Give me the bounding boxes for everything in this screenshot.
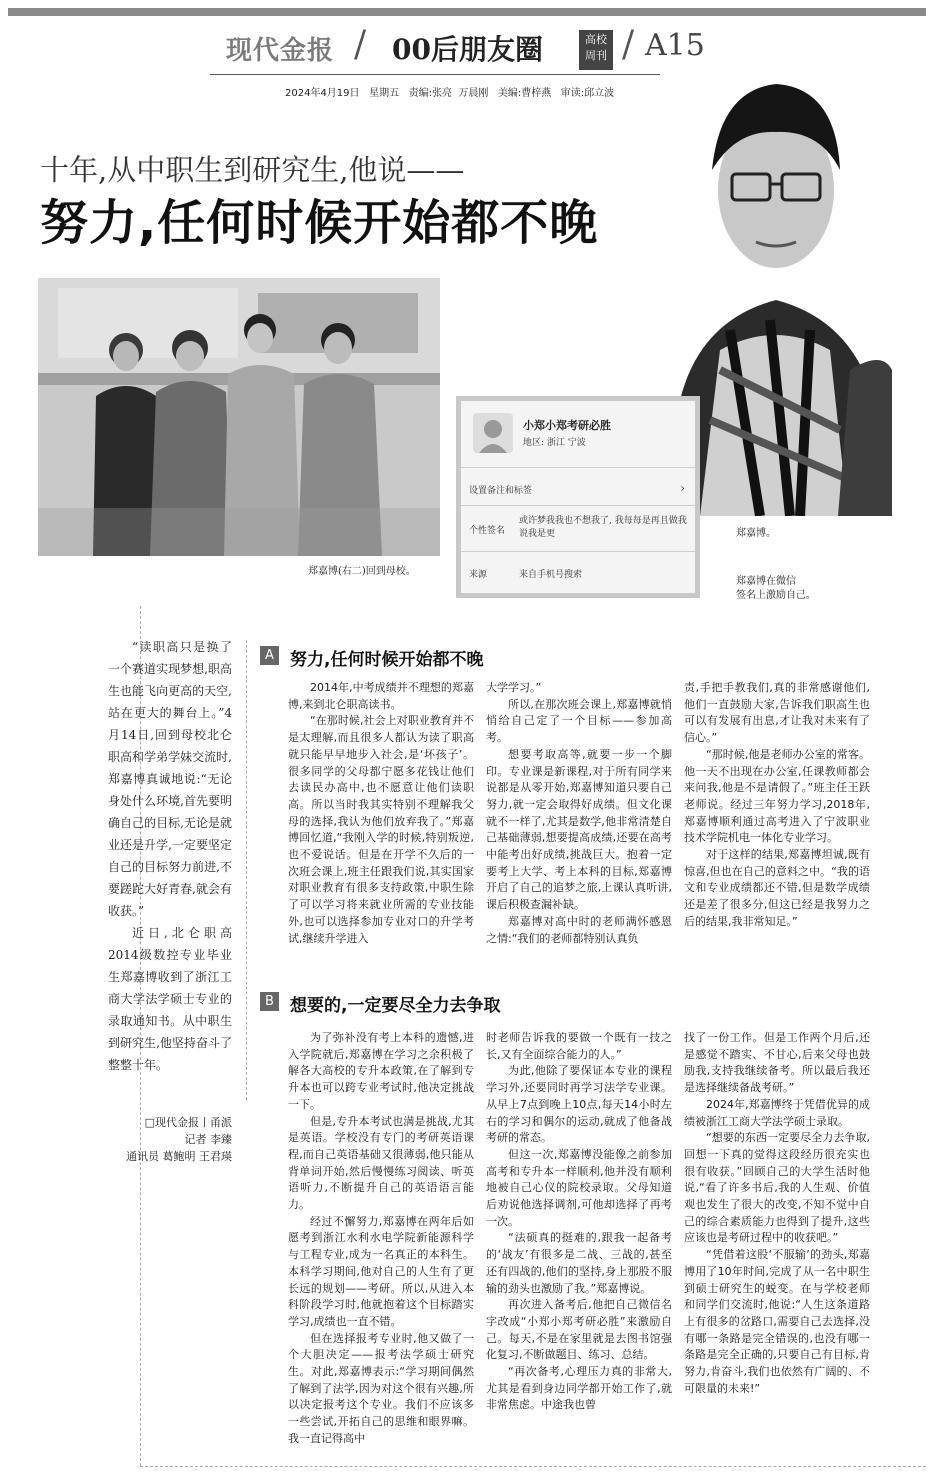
group-photo	[38, 278, 440, 556]
paragraph: 时老师告诉我的要做一个既有一技之长,又有全面综合能力的人。”	[486, 1031, 672, 1061]
section-b-column-2	[486, 1030, 672, 1414]
badge-line1: 高校	[585, 33, 607, 46]
section-a-title: 努力,任何时候开始都不晚	[290, 650, 484, 670]
card-divider-2	[461, 505, 695, 506]
byline	[100, 1114, 232, 1165]
account-name: 小郑小郑考研必胜	[523, 419, 611, 432]
signature-text: 或许梦我我也不想我了, 我每每是再且做我说我是更	[519, 516, 687, 539]
paragraph: 郑嘉博对高中时的老师满怀感恩之情:“我们的老师都特别认真负	[486, 914, 672, 945]
paragraph: 但这一次,郑嘉博没能像之前参加高考和专升本一样顺利,他并没有顺利地被自己心仪的院校录取。父母知道后劝说他选择调剂,可他却选择了再考一次。	[486, 1147, 672, 1228]
masthead-slash-2: /	[622, 24, 635, 65]
paragraph: “法硕真的挺难的,跟我一起备考的‘战友’有很多是二战、三战的,甚至还有四战的,他们的坚持,身上那股不服输的劲头也激励了我。”郑嘉博说。	[486, 1231, 672, 1295]
paragraph: “那时候,他是老师办公室的常客。他一天不出现在办公室,任课教师都会来问我,他是不是请假了。”班主任王跃老师说。经过三年努力学习,2018年,郑嘉博顺利通过高考进入了宁波职业技术学院机电一体化专业学习。	[684, 747, 870, 845]
paragraph: 但在选择报考专业时,他又做了一个大胆决定——报考法学硕士研究生。对此,郑嘉博表示:“学习期间偶然了解到了法学,因为对这个很有兴趣,所以决定报考这个专业。我们不应该多一些尝试,开拓自己的思维和眼界嘛。我一直记得高中	[288, 1331, 474, 1445]
portrait-caption: 郑嘉博。	[736, 528, 776, 539]
paragraph: 责,手把手教我们,真的非常感谢他们,他们一直鼓励大家,告诉我们职高生也可以有发展有出息,才让我对未来有了信心。”	[684, 681, 870, 745]
avatar-icon	[473, 413, 513, 453]
pull-quote	[108, 636, 232, 1076]
avatar	[473, 413, 513, 453]
section-b-column-1	[288, 1030, 474, 1448]
paragraph: 所以,在那次班会课上,郑嘉博就悄悄给自己定了一个目标——参加高考。	[486, 697, 672, 745]
section-b-marker: B	[260, 992, 279, 1011]
paragraph: 经过不懈努力,郑嘉博在两年后如愿考到浙江水利水电学院新能源科学与工程专业,成为一名真正的本科生。本科学习期间,他对自己的人生有了更长远的规划——考研。所以,从进入本科阶段学习时,他就抱着这个目标踏实学习,成绩也一直不错。	[288, 1214, 474, 1328]
section-a-column-1	[288, 680, 474, 947]
group-photo-caption: 郑嘉博(右二)回到母校。	[308, 566, 416, 577]
pull-quote-paragraph: “读职高只是换了一个赛道实现梦想,职高生也能飞向更高的天空,站在更大的舞台上。”4月14日,回到母校北仑职高和学弟学妹交流时,郑嘉博真诚地说:“无论身处什么环境,首先要明确自己的目标,无论是就业还是升学,一定要坚定自己的目标努力前进,不要蹉跎大好青春,就会有收获。”	[108, 640, 232, 918]
wechat-caption-line1: 郑嘉博在微信	[736, 576, 796, 587]
card-divider-3	[461, 551, 695, 552]
source-label: 来源	[469, 570, 488, 580]
wechat-caption-line2: 签名上激励自己。	[736, 590, 816, 601]
section-badge	[579, 30, 613, 70]
article-kicker: 十年,从中职生到研究生,他说——	[40, 153, 465, 187]
byline-line: 通讯员 葛鲍明 王君瑛	[126, 1150, 232, 1163]
chevron-right-icon: ›	[680, 481, 685, 495]
badge-line2: 周刊	[585, 49, 607, 62]
section-a-column-3	[684, 680, 870, 931]
frame-bottom-dash	[140, 1466, 926, 1467]
section-b-title: 想要的,一定要尽全力去争取	[290, 996, 501, 1016]
paragraph: “再次备考,心理压力真的非常大,尤其是看到身边同学都开始工作了,就非常焦虑。中途我也曾	[486, 1365, 672, 1412]
paragraph: 找了一份工作。但是工作两个月后,还是感觉不踏实、不甘心,后来父母也鼓励我,支持我继续备考。所以最后我还是选择继续备战考研。”	[684, 1031, 870, 1095]
paragraph: 想要考取高等,就要一步一个脚印。专业课是新课程,对于所有同学来说都是从零开始,郑嘉博知道只要自己努力,就一定会取得好成绩。但文化课就不一样了,尤其是数学,他非常清楚自己基础薄弱,想要提高成绩,还要在高考中能考出好成绩,挑战巨大。抱着一定要考上大学、考上本科的目标,郑嘉博开启了自己的追梦之旅,上课认真听讲,课后积极查漏补缺。	[486, 747, 672, 912]
column-name: 00后朋友圈	[392, 33, 543, 66]
section-a-column-2	[486, 680, 672, 947]
issue-info: 2024年4月19日 星期五 责编:张亮 万晨刚 美编:曹梓燕 审读:邱立波	[285, 88, 615, 99]
remark-menu-item: 设置备注和标签	[469, 486, 533, 496]
masthead-slash: /	[354, 24, 367, 65]
byline-line: 记者 李臻	[184, 1133, 232, 1146]
group-photo-illustration	[38, 278, 440, 556]
paragraph: “想要的东西一定要尽全力去争取,回想一下真的觉得这段经历很充实也很有收获。”回顾自己的大学生活时他说,“看了许多书后,我的人生观、价值观也发生了很大的改变,不知不觉中自己的综合素质能力也得到了提升,这些应该也是考研过程中的收获吧。”	[684, 1131, 870, 1245]
card-divider	[461, 467, 695, 468]
paragraph: 为此,他除了要保证本专业的课程学习外,还要同时再学习法学专业课。从早上7点到晚上10点,每天14小时左右的学习和偶尔的运动,就成了他备战考研的常态。	[486, 1064, 672, 1145]
byline-line: □现代金报丨甬派	[144, 1116, 232, 1129]
account-region: 地区: 浙江 宁波	[523, 438, 586, 448]
section-a-marker: A	[260, 646, 279, 665]
paragraph: 但是,专升本考试也满是挑战,尤其是英语。学校没有专门的考研英语课程,而自己英语基础又很薄弱,他只能从背单词开始,然后慢慢练习阅读、听英语听力,不断提升自己的英语语言能力。	[288, 1114, 474, 1212]
paragraph: “凭借着这股‘不服输’的劲头,郑嘉博用了10年时间,完成了从一名中职生到硕士研究生的蜕变。在与学校老师和同学们交流时,他说:“人生这条道路上有很多的岔路口,需要自己去选择,没有哪一条路是完全错误的,也没有哪一条路是完全正确的,只要自己有目标,肯努力,肯奋斗,我们也依然有广阔的、不可限量的未来!”	[684, 1248, 870, 1395]
paragraph: 再次进入备考后,他把自己微信名字改成“小郑小郑考研必胜”来激励自己。每天,不是在家里就是去图书馆强化复习,不断做题目、练习、总结。	[486, 1298, 672, 1362]
source-text: 来自手机号搜索	[519, 570, 583, 580]
paper-name: 现代金报	[226, 36, 335, 66]
paragraph: 为了弥补没有考上本科的遗憾,进入学院就后,郑嘉博在学习之余积极了解各大高校的专升本政策,在了解到专升本也可以跨专业考试时,他决定挑战一下。	[288, 1031, 474, 1111]
masthead-underline	[210, 74, 680, 75]
paragraph: 对于这样的结果,郑嘉博坦诚,既有惊喜,但也在自己的意料之中。“我的语文和专业成绩都还不错,但是数学成绩还是差了很多分,但这已经是我努力之后的结果,我非常知足。”	[684, 848, 870, 928]
pull-quote-paragraph: 近日,北仑职高2014级数控专业毕业生郑嘉博收到了浙江工商大学法学硕士专业的录取通知书。从中职生到研究生,他坚持奋斗了整整十年。	[108, 926, 232, 1072]
quote-divider	[246, 640, 247, 1100]
paragraph: 大学学习。”	[486, 681, 542, 694]
article-headline: 努力,任何时候开始都不晚	[40, 195, 599, 251]
paragraph: 2014年,中考成绩并不理想的郑嘉博,来到北仑职高读书。	[288, 681, 474, 711]
top-rule	[8, 8, 926, 16]
signature-label: 个性签名	[469, 526, 506, 536]
wechat-profile-card	[456, 396, 700, 598]
page-number: A15	[645, 28, 705, 63]
paragraph: “在那时候,社会上对职业教育并不是太理解,而且很多人都认为读了职高就只能早早地步入社会,是‘坏孩子’。很多同学的父母都宁愿多花钱让他们去读民办高中,也不愿意让他们读职高。所以当时我其实特别不理解我父母的选择,我认为他们放弃我了。”郑嘉博回忆道,“我刚入学的时候,特别叛逆,也不爱说话。但是在开学不久后的一次班会课上,班主任跟我们说,其实国家对职业教育有很多支持政策,中职生除了可以学习将来就业所需的专业技能外,也可以选择参加专业对口的升学考试,继续升学进入	[288, 714, 474, 945]
section-b-column-3	[684, 1030, 870, 1397]
paragraph: 2024年,郑嘉博终于凭借优异的成绩被浙江工商大学法学硕士录取。	[684, 1097, 870, 1128]
